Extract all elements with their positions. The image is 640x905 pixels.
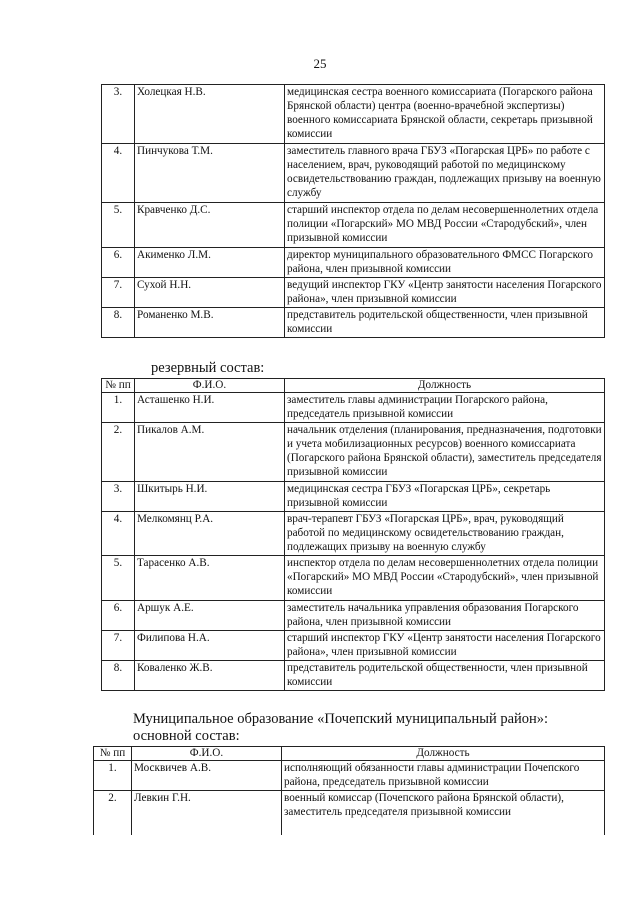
member-position: врач-терапевт ГБУЗ «Погарская ЦРБ», врач, руководящий работой по медицинскому освидетельствованию граждан, подлежащих призыву на военную службу: [285, 512, 605, 556]
header-position: Должность: [285, 379, 605, 393]
table-row: [102, 248, 605, 278]
member-position: заместитель главного врача ГБУЗ «Погарская ЦРБ» по работе с населением, врач, руководящий работой по медицинскому освидетельствованию граждан, подлежащих призыву на военную службу: [285, 144, 605, 203]
table-row: [102, 512, 605, 556]
member-name: Мелкомянц Р.А.: [135, 512, 285, 556]
table-row: [102, 661, 605, 691]
table-row: [102, 631, 605, 661]
member-name: Романенко М.В.: [135, 308, 285, 338]
member-position: военный комиссар (Почепского района Брянской области), заместитель председателя призывной комиссии: [282, 791, 605, 836]
header-number: № пп: [94, 747, 132, 761]
member-name: Холецкая Н.В.: [135, 85, 285, 144]
row-number: 8.: [102, 661, 135, 691]
member-name: Тарасенко А.В.: [135, 556, 285, 601]
main-heading: основной состав:: [133, 728, 240, 744]
header-name: Ф.И.О.: [132, 747, 282, 761]
reserve-committee-table: [101, 378, 605, 691]
table-header-row: [102, 379, 605, 393]
table-header-row: [94, 747, 605, 761]
row-number: 1.: [94, 761, 132, 791]
member-position: инспектор отдела по делам несовершеннолетних отдела полиции «Погарский» МО МВД России «Стародубский», член призывной комиссии: [285, 556, 605, 601]
member-position: исполняющий обязанности главы администрации Почепского района, председатель призывной комиссии: [282, 761, 605, 791]
member-position: ведущий инспектор ГКУ «Центр занятости населения Погарского района», член призывной комиссии: [285, 278, 605, 308]
member-position: заместитель главы администрации Погарского района, председатель призывной комиссии: [285, 393, 605, 423]
member-name: Пикалов А.М.: [135, 423, 285, 482]
reserve-heading: резервный состав:: [151, 360, 265, 376]
header-name: Ф.И.О.: [135, 379, 285, 393]
member-position: начальник отделения (планирования, предназначения, подготовки и учета мобилизационных ресурсов) военного комиссариата (Погарского района Брянской области), заместитель председателя призывной комиссии: [285, 423, 605, 482]
member-position: медицинская сестра ГБУЗ «Погарская ЦРБ», секретарь призывной комиссии: [285, 482, 605, 512]
table-row: [102, 482, 605, 512]
member-name: Акименко Л.М.: [135, 248, 285, 278]
member-position: представитель родительской общественности, член призывной комиссии: [285, 661, 605, 691]
table-row: [102, 423, 605, 482]
member-position: медицинская сестра военного комиссариата (Погарского района Брянской области) центра (военно-врачебной экспертизы) военного комиссариата Брянской области, секретарь призывной комиссии: [285, 85, 605, 144]
header-number: № пп: [102, 379, 135, 393]
member-name: Коваленко Ж.В.: [135, 661, 285, 691]
table-row: [102, 556, 605, 601]
member-position: представитель родительской общественности, член призывной комиссии: [285, 308, 605, 338]
member-name: Левкин Г.Н.: [132, 791, 282, 836]
member-name: Аршук А.Е.: [135, 601, 285, 631]
member-name: Кравченко Д.С.: [135, 203, 285, 248]
table-row: [102, 203, 605, 248]
main-committee-table: [93, 746, 605, 835]
table-row: [102, 308, 605, 338]
row-number: 3.: [102, 85, 135, 144]
row-number: 7.: [102, 631, 135, 661]
member-position: заместитель начальника управления образования Погарского района, член призывной комиссии: [285, 601, 605, 631]
row-number: 1.: [102, 393, 135, 423]
member-name: Шкитырь Н.И.: [135, 482, 285, 512]
row-number: 4.: [102, 144, 135, 203]
row-number: 6.: [102, 601, 135, 631]
row-number: 4.: [102, 512, 135, 556]
row-number: 3.: [102, 482, 135, 512]
table-row: [102, 601, 605, 631]
row-number: 5.: [102, 203, 135, 248]
page-number: 25: [313, 56, 327, 71]
table-row: [102, 144, 605, 203]
row-number: 7.: [102, 278, 135, 308]
member-position: старший инспектор отдела по делам несовершеннолетних отдела полиции «Погарский» МО МВД России «Стародубский», член призывной комиссии: [285, 203, 605, 248]
row-number: 5.: [102, 556, 135, 601]
row-number: 2.: [102, 423, 135, 482]
member-name: Москвичев А.В.: [132, 761, 282, 791]
municipality-heading: Муниципальное образование «Почепский муниципальный район»:: [133, 711, 549, 727]
member-name: Филипова Н.А.: [135, 631, 285, 661]
member-name: Сухой Н.Н.: [135, 278, 285, 308]
header-position: Должность: [282, 747, 605, 761]
committee-table-continued: [101, 84, 605, 338]
table-row: [94, 791, 605, 836]
row-number: 2.: [94, 791, 132, 836]
table-row: [102, 393, 605, 423]
member-name: Асташенко Н.И.: [135, 393, 285, 423]
table-row: [94, 761, 605, 791]
table-row: [102, 278, 605, 308]
member-name: Пинчукова Т.М.: [135, 144, 285, 203]
member-position: старший инспектор ГКУ «Центр занятости населения Погарского района», член призывной комиссии: [285, 631, 605, 661]
row-number: 6.: [102, 248, 135, 278]
table-row: [102, 85, 605, 144]
row-number: 8.: [102, 308, 135, 338]
member-position: директор муниципального образовательного ФМСС Погарского района, член призывной комиссии: [285, 248, 605, 278]
